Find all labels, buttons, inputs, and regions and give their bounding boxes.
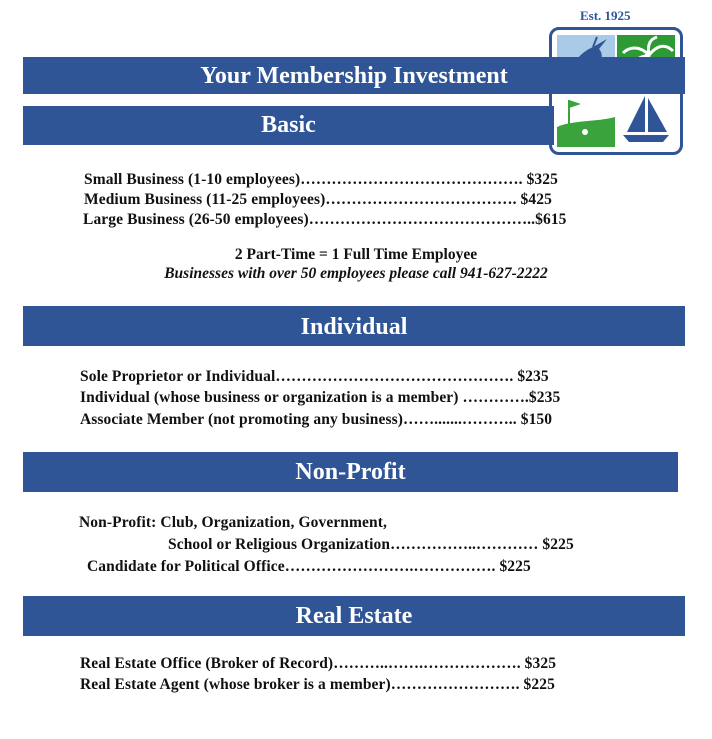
large-business-note: Businesses with over 50 employees please call 941-627-2222 xyxy=(164,265,548,282)
price-row: Associate Member (not promoting any business)…….......……….. $150 xyxy=(80,411,553,428)
price-row: Candidate for Political Office…………………….……………. $225 xyxy=(87,558,531,575)
page-title: Your Membership Investment xyxy=(23,57,685,94)
section-heading-individual: Individual xyxy=(23,306,685,346)
price-row: Sole Proprietor or Individual………………………………………. $235 xyxy=(80,368,549,385)
price-row: Small Business (1-10 employees)……………………………………. $325 xyxy=(84,171,558,188)
price-row: Individual (whose business or organization is a member) ………….$235 xyxy=(80,389,561,406)
price-row: Medium Business (11-25 employees)………………………………. $425 xyxy=(84,191,552,208)
price-row: Real Estate Office (Broker of Record)………..…….………………. $325 xyxy=(80,655,557,672)
price-row: Non-Profit: Club, Organization, Government, xyxy=(79,514,387,531)
price-row: Real Estate Agent (whose broker is a member)……………………. $225 xyxy=(80,676,555,693)
price-row: Large Business (26-50 employees)……………………………………..$615 xyxy=(83,211,567,228)
logo-est-text: Est. 1925 xyxy=(580,8,631,23)
section-heading-nonprofit: Non-Profit xyxy=(23,452,678,492)
sailboat-icon xyxy=(617,92,675,147)
part-time-note: 2 Part-Time = 1 Full Time Employee xyxy=(234,246,478,263)
section-heading-realestate: Real Estate xyxy=(23,596,685,636)
price-row: School or Religious Organization……………..………… $225 xyxy=(168,536,574,553)
golf-flag-icon xyxy=(557,92,615,147)
section-heading-basic: Basic xyxy=(23,106,554,145)
